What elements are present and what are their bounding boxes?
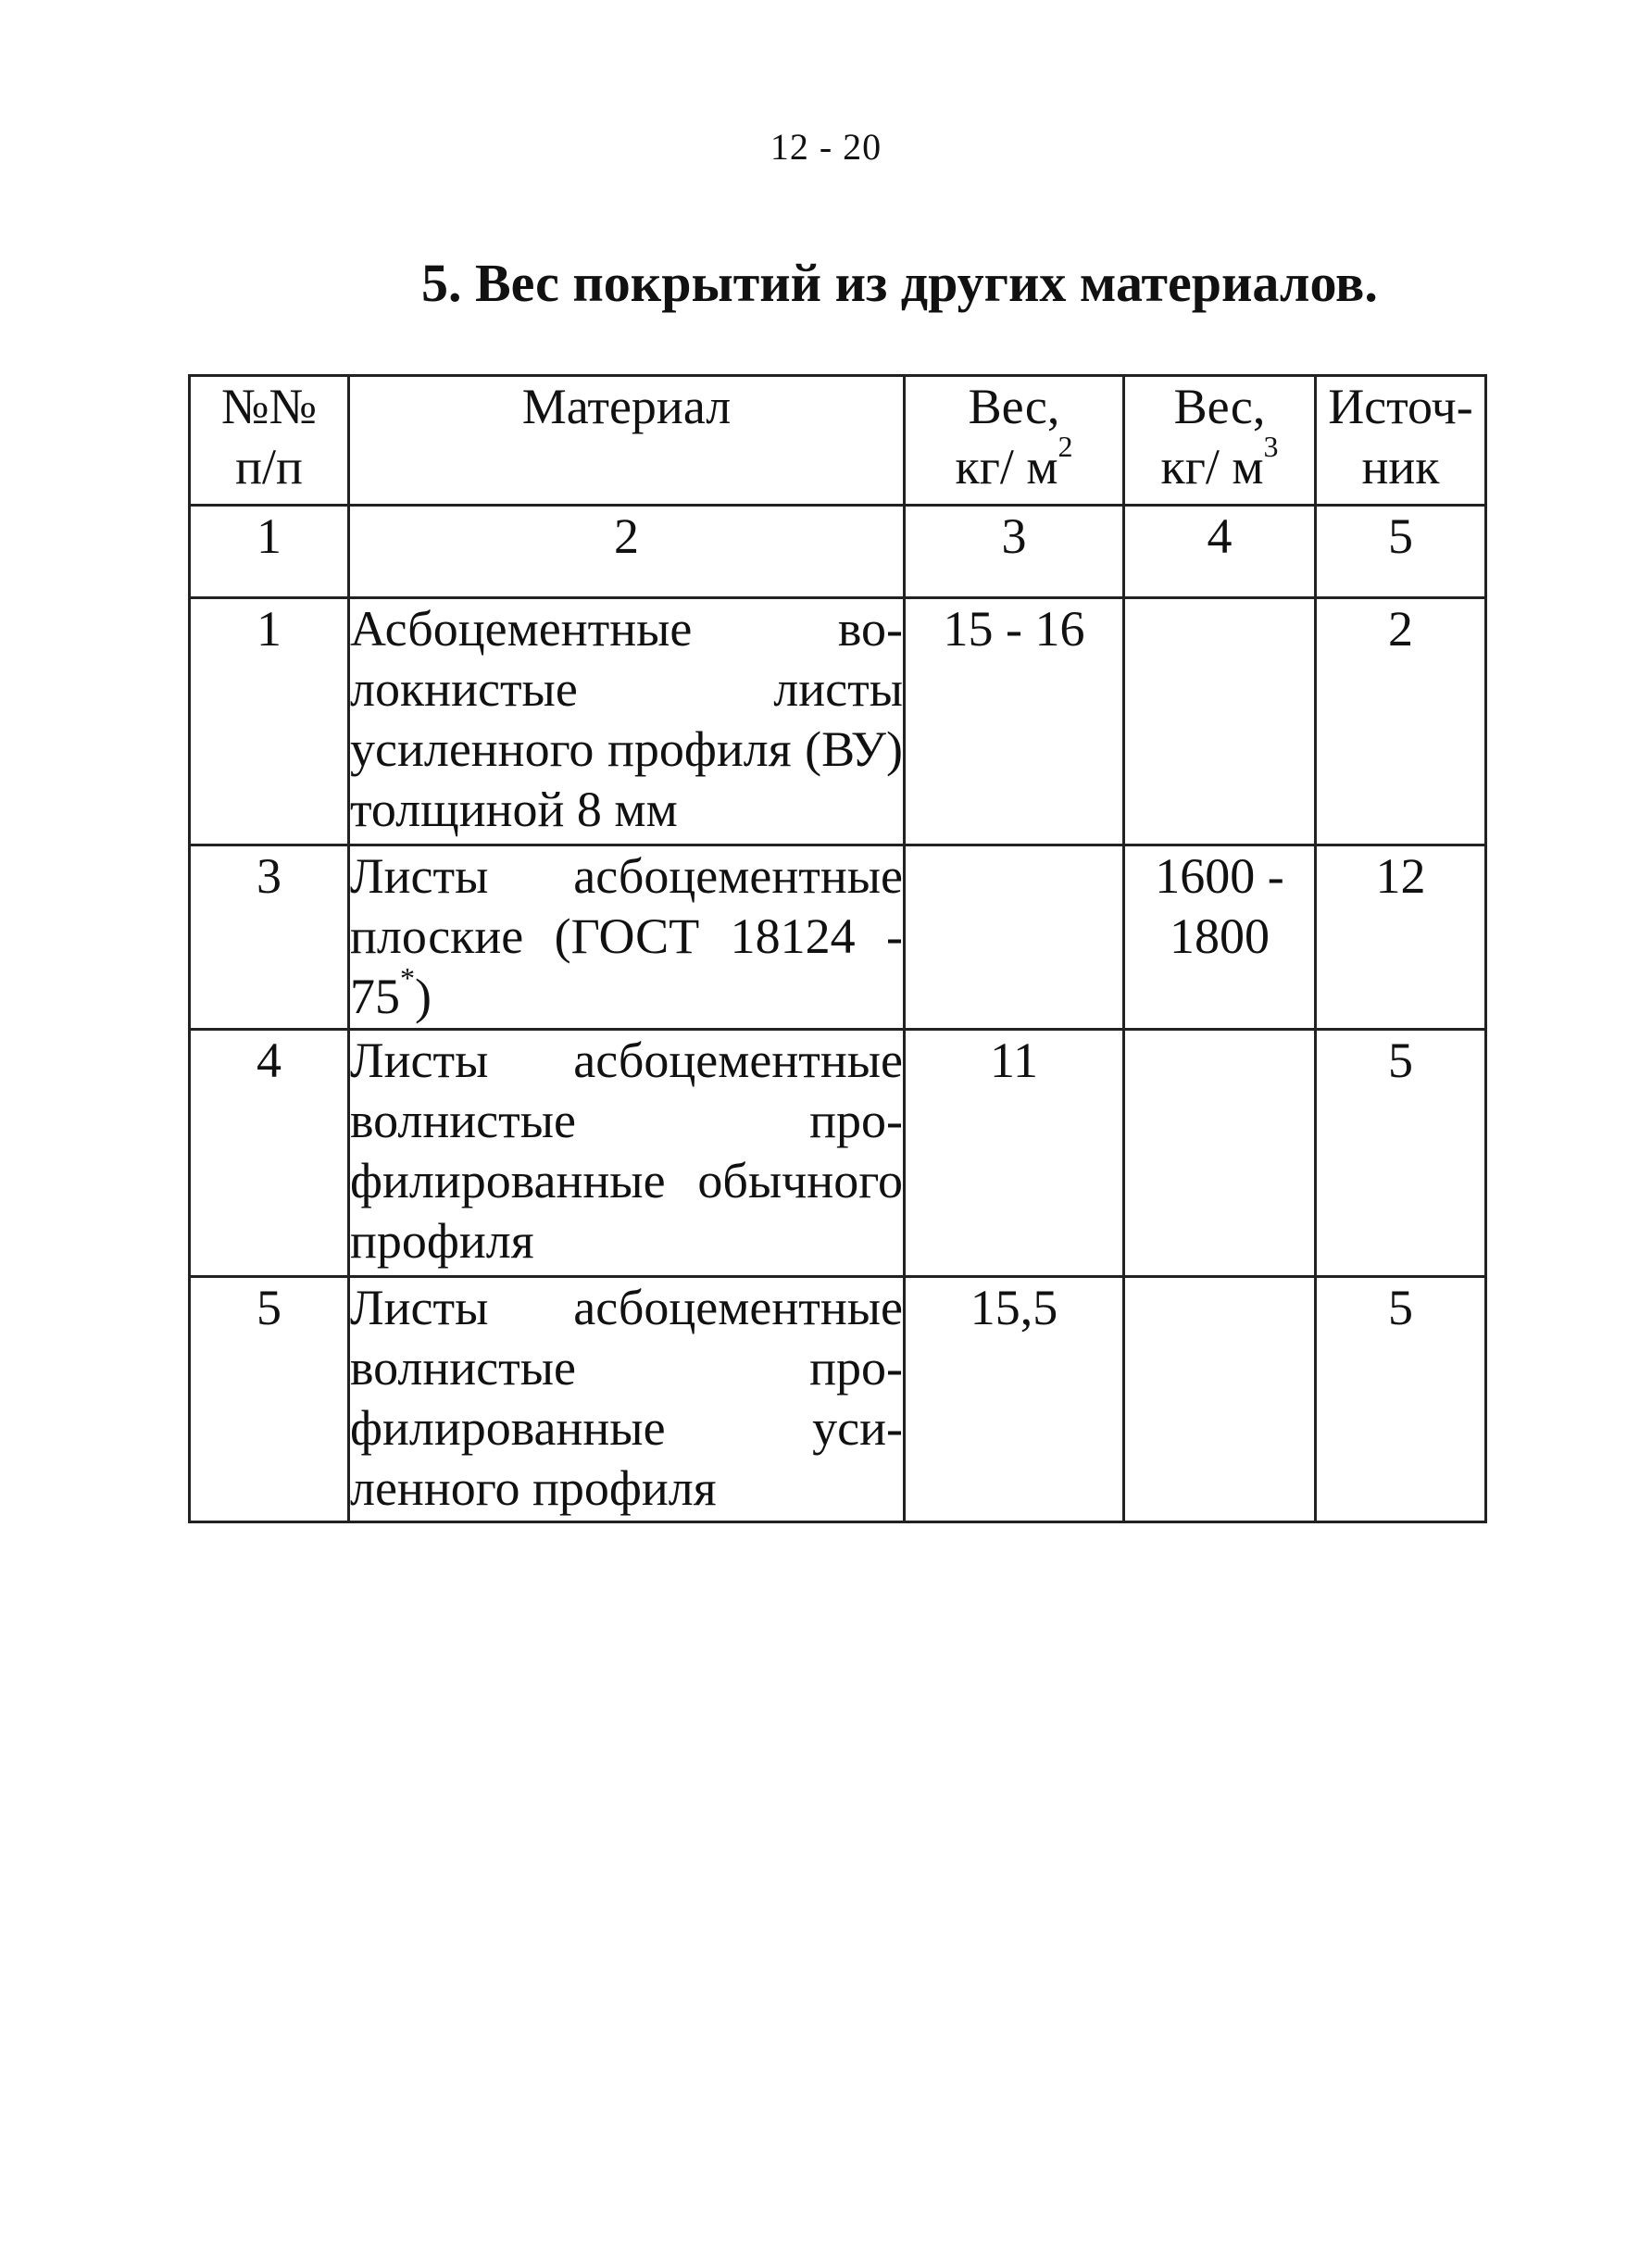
header-source bbox=[1316, 376, 1486, 506]
row-weight-m3 bbox=[1124, 598, 1316, 845]
standard-mark: * bbox=[400, 961, 415, 995]
row-material: Листы асбоцементные волнистые профилированные усиленного профиля bbox=[349, 1277, 905, 1522]
column-number: 3 bbox=[905, 506, 1124, 598]
header-material-label: Материал bbox=[521, 379, 732, 434]
column-number: 2 bbox=[349, 506, 905, 598]
table-header-row bbox=[190, 376, 1486, 506]
row-material-text: Листы асбоцементные плоские (ГОСТ 18124 - 75 bbox=[350, 848, 903, 1024]
row-weight-m3 bbox=[1124, 1030, 1316, 1277]
table-row bbox=[190, 1030, 1486, 1277]
row-material bbox=[349, 845, 905, 1030]
header-source-line2: ник bbox=[1361, 439, 1440, 495]
header-weight-m2-unit: кг/ $м^2$ bbox=[955, 430, 1073, 495]
header-weight-m3 bbox=[1124, 376, 1316, 506]
section-title: 5. Вес покрытий из других материалов. bbox=[421, 253, 1378, 313]
header-num-line1: №№ bbox=[220, 379, 318, 434]
row-weight-m2 bbox=[905, 845, 1124, 1030]
row-source: 2 bbox=[1316, 598, 1486, 845]
weights-table bbox=[188, 374, 1487, 1523]
row-material: Асбоцементные волокнистые листы усиленного профиля (ВУ) толщиной 8 мм bbox=[349, 598, 905, 845]
row-source: 5 bbox=[1316, 1277, 1486, 1522]
row-num: 3 bbox=[190, 845, 349, 1030]
table-row bbox=[190, 845, 1486, 1030]
column-number: 1 bbox=[190, 506, 349, 598]
row-num: 5 bbox=[190, 1277, 349, 1522]
row-weight-m3 bbox=[1124, 1277, 1316, 1522]
header-material bbox=[349, 376, 905, 506]
row-weight-m3: 1600 - 1800 bbox=[1124, 845, 1316, 1030]
row-num: 1 bbox=[190, 598, 349, 845]
row-weight-m2: 15 - 16 bbox=[905, 598, 1124, 845]
header-weight-m3-line1: Вес, bbox=[1173, 379, 1266, 434]
header-weight-m2-line1: Вес, bbox=[968, 379, 1060, 434]
row-num: 4 bbox=[190, 1030, 349, 1277]
row-material-tail: ) bbox=[415, 969, 432, 1024]
header-num bbox=[190, 376, 349, 506]
row-source: 5 bbox=[1316, 1030, 1486, 1277]
row-weight-m2: 11 bbox=[905, 1030, 1124, 1277]
header-weight-m3-unit: кг/ $м^3$ bbox=[1160, 430, 1279, 495]
header-num-line2: п/п bbox=[235, 439, 303, 495]
row-source: 12 bbox=[1316, 845, 1486, 1030]
row-weight-m2: 15,5 bbox=[905, 1277, 1124, 1522]
table-row bbox=[190, 1277, 1486, 1522]
row-material: Листы асбоцементные волнистые профилированные обычного профиля bbox=[349, 1030, 905, 1277]
column-number-row bbox=[190, 506, 1486, 598]
column-number: 5 bbox=[1316, 506, 1486, 598]
header-source-line1: Источ- bbox=[1328, 379, 1473, 434]
table-row bbox=[190, 598, 1486, 845]
column-number: 4 bbox=[1124, 506, 1316, 598]
header-weight-m2 bbox=[905, 376, 1124, 506]
page-number: 12 - 20 bbox=[770, 126, 882, 168]
